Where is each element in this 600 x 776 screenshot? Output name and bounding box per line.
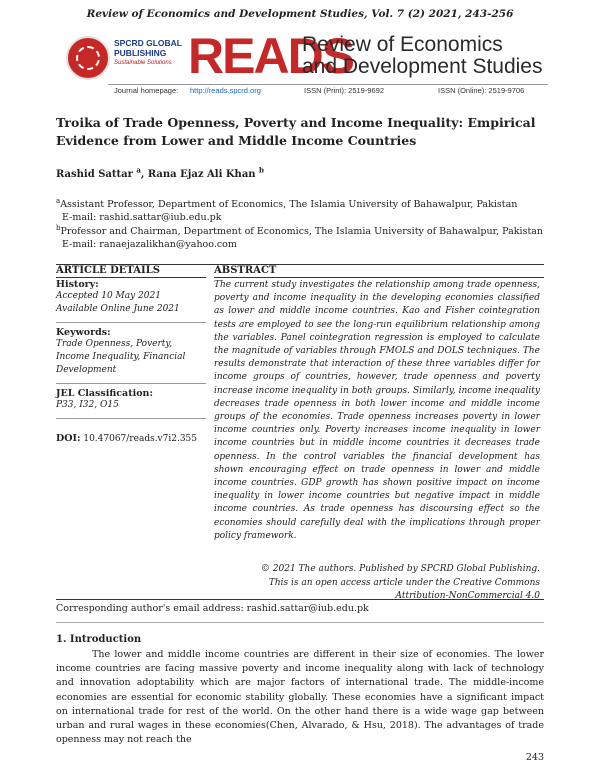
jel-label: JEL Classification: [56,388,153,399]
issn-print: ISSN (Print): 2519-9692 [304,86,385,95]
paper-title: Troika of Trade Openness, Poverty and Income Inequality: Empirical Evidence from Lower and Middle Income Countries [56,115,536,148]
issn-online: ISSN (Online): 2519-9706 [438,86,525,95]
author-1: Rashid Sattar $^a$, Rana Ejaz Ali Khan $^b$ [56,166,264,181]
intro-text: The lower and middle income countries are different in their size of economies. The lower income countries are facing massive poverty and income inequality along with lack of technology and innovation adoptability which are major factors of international trade. The middle-income economies are essential for economic stability globally. These economies have a significant impact on international trade for rest of the world. On the other hand there is a wide wage gap between urban and rural wages in these economies(Chen, Alvarado, & Hsu, 2018). The advantages of trade openness may not reach the [56,649,544,746]
running-header: Review of Economics and Development Studies, Vol. 7 (2) 2021, 243-256 [86,8,514,20]
affiliation-b-text: Professor and Chairman, Department of Economics, The Islamia University of Bahawalpur, Pakistan [60,226,544,238]
spcrd-globe-logo [66,36,110,80]
publisher-line1: SPCRD GLOBAL [114,38,182,48]
masthead [66,28,546,86]
publisher-name [114,38,182,68]
page-number: 243 [525,752,544,763]
article-details-heading: ARTICLE DETAILS [56,265,160,276]
abstract-heading: ABSTRACT [214,265,277,276]
copyright-notice: © 2021 The authors. Published by SPCRD Global Publishing. This is an open access article under the Creative Commons Attribution-NonCommercial 4.0 [260,564,540,601]
rule-left [56,277,206,278]
publisher-tagline: Sustainable Solutions [114,60,172,66]
available-date: Available Online June 2021 [56,304,180,314]
keywords: Trade Openness, Poverty, Income Inequality, Financial Development [56,339,186,375]
homepage-label: Journal homepage: [114,86,179,95]
doi-label: DOI: [56,433,81,444]
corresponding-email: Corresponding author's email address: rashid.sattar@iub.edu.pk [56,603,369,614]
homepage-link[interactable]: http://reads.spcrd.org [190,86,261,95]
affiliation-a: $^a$Assistant Professor, Department of Economics, The Islamia University of Bahawalpur, Pakistan E-mail: rashid.sattar@iub.edu.pk [56,195,556,224]
abstract-text: The current study investigates the relationship among trade openness, poverty and income inequality in the developing economies classified as lower and middle income countries. Kao and Fisher cointegration tests are employed to see the long-run equilibrium relationship among the variables. Panel cointegration regression is employed to calculate the magnitude of variables through FMOLS and DOLS techniques. The results demonstrate that interaction of these three variables differ for income groups of countries, however, trade openness and poverty increase income inequality in both groups. Similarly, income inequality decreases trade openness in both lower income and middle income groups of the economies. Trade openness increases poverty in lower income countries only. Poverty increases income inequality in lower income countries but in middle income countries it decreases trade openness. In the control variables the financial development has shown encouraging effect on trade openness in lower and middle income countries. GDP growth has shown positive impact on income inequality in lower income countries but negative impact in middle income countries. As trade openness has discoursing effect so the economies should carefully deal with the implications through proper policy framework. [214,280,540,541]
publisher-line2: PUBLISHING [114,48,167,58]
affiliation-b: $^b$Professor and Chairman, Department of Economics, The Islamia University of Bahawalpur, Pakistan E-mail: ranaejazalikhan@yahoo.com [56,222,556,251]
journal-title-line2: and Development Studies [302,55,543,78]
affiliation-b-email: E-mail: ranaejazalikhan@yahoo.com [62,239,237,251]
jel-codes: P33, I32, O15 [56,400,119,410]
intro-heading: 1. Introduction [56,634,142,645]
affiliation-a-email: E-mail: rashid.sattar@iub.edu.pk [62,212,222,224]
article-details [56,279,206,444]
keywords-label: Keywords: [56,327,111,338]
doi-value[interactable]: 10.47067/reads.v7i2.355 [83,434,198,444]
journal-title-line1: Review of Economics [302,33,503,56]
authors [56,166,264,180]
journal-title [302,34,543,78]
rule-right [214,277,544,278]
rule-intro [56,622,544,623]
affiliation-a-text: Assistant Professor, Department of Economics, The Islamia University of Bahawalpur, Pakistan [60,199,518,211]
accepted-date: Accepted 10 May 2021 [56,291,161,301]
journal-info-bar [108,84,548,97]
reads-logo: READS [188,28,354,84]
history-label: History: [56,279,99,290]
